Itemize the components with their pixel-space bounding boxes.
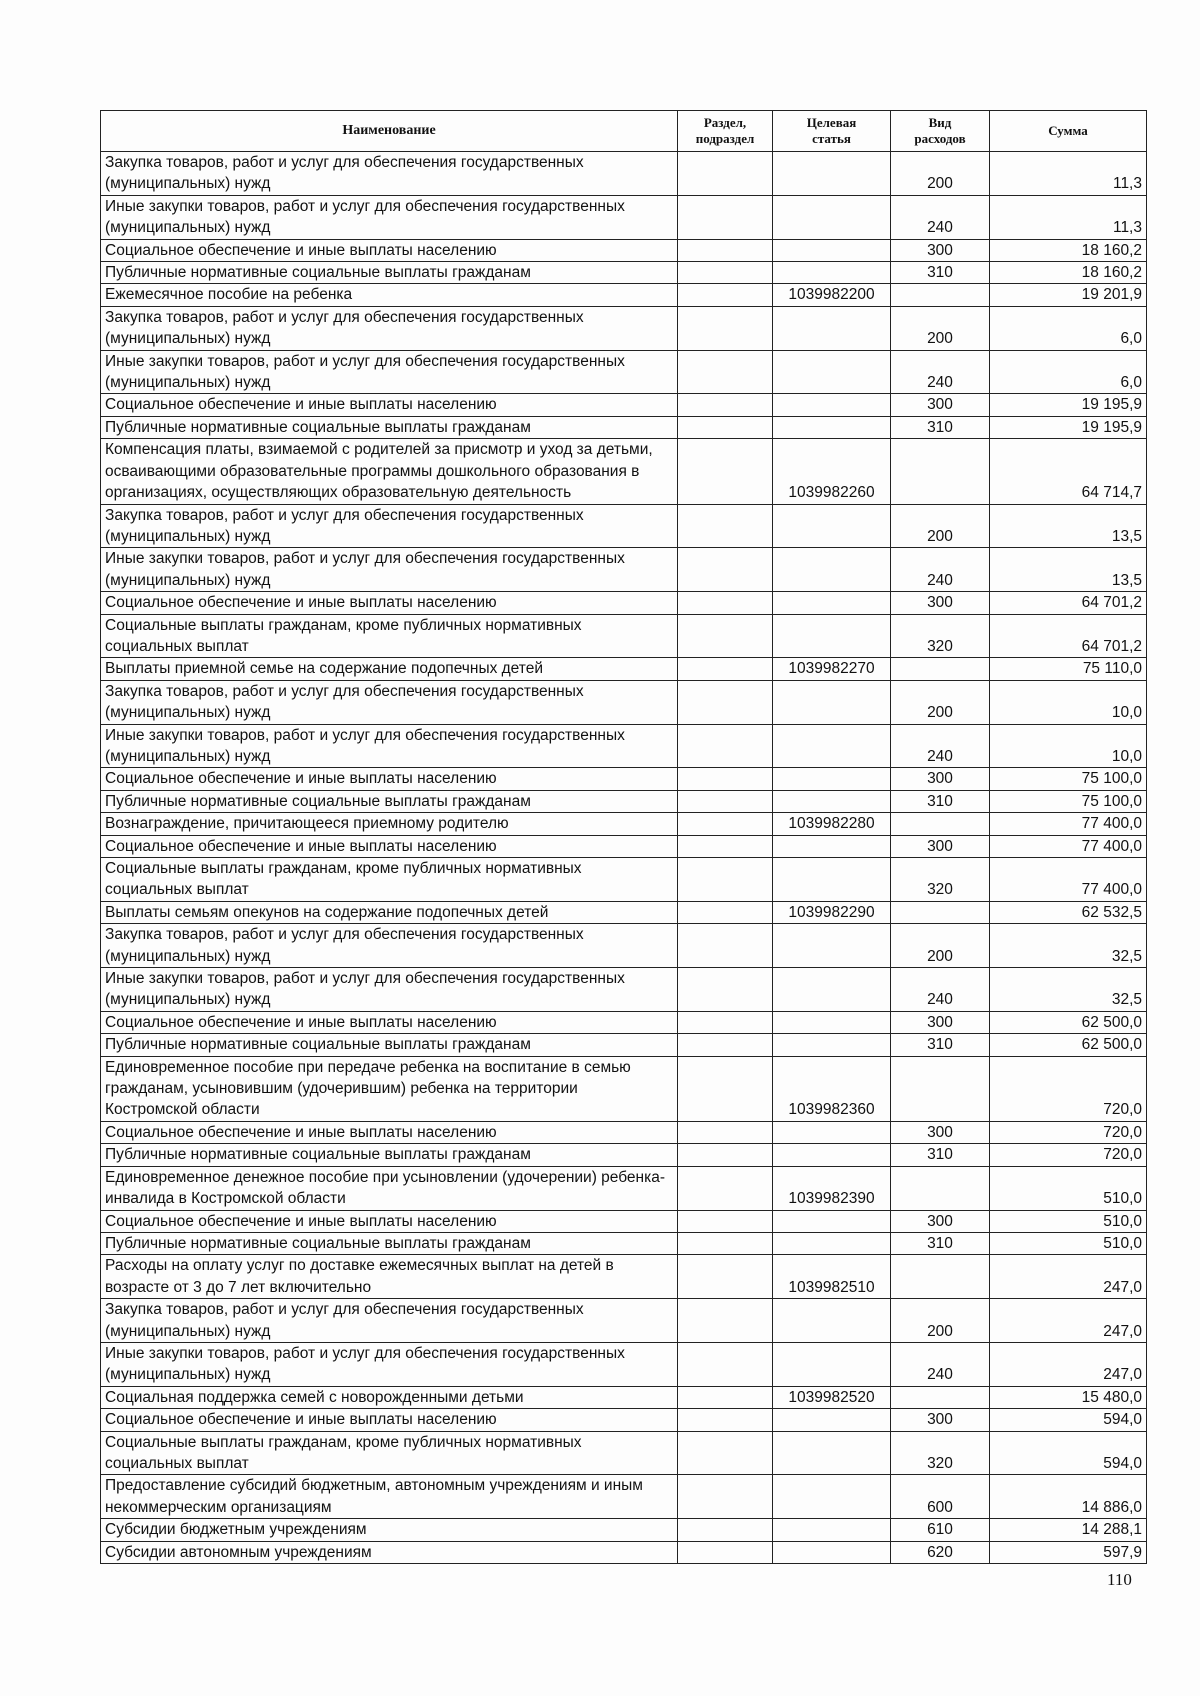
target-cell [773, 1541, 891, 1563]
name-cell: Социальное обеспечение и иные выплаты населению [101, 239, 678, 261]
kind-cell [891, 439, 990, 504]
section-cell [678, 1232, 773, 1254]
header-amount: Сумма [990, 111, 1147, 152]
name-cell: Выплаты семьям опекунов на содержание подопечных детей [101, 901, 678, 923]
target-cell [773, 1409, 891, 1431]
amount-cell: 64 701,2 [990, 592, 1147, 614]
table-row [101, 548, 1147, 592]
target-cell [773, 262, 891, 284]
section-cell [678, 813, 773, 835]
amount-cell: 75 110,0 [990, 658, 1147, 680]
table-header [101, 111, 1147, 152]
kind-cell: 300 [891, 1210, 990, 1232]
amount-cell: 19 195,9 [990, 416, 1147, 438]
name-cell: Социальное обеспечение и иные выплаты населению [101, 768, 678, 790]
section-cell [678, 439, 773, 504]
section-cell [678, 1166, 773, 1210]
name-cell: Социальная поддержка семей с новорожденными детьми [101, 1386, 678, 1408]
kind-cell: 310 [891, 416, 990, 438]
table-row [101, 416, 1147, 438]
name-cell: Социальное обеспечение и иные выплаты населению [101, 394, 678, 416]
section-cell [678, 858, 773, 902]
target-cell [773, 1210, 891, 1232]
section-cell [678, 262, 773, 284]
amount-cell: 32,5 [990, 968, 1147, 1012]
section-cell [678, 195, 773, 239]
section-cell [678, 239, 773, 261]
section-cell [678, 1210, 773, 1232]
target-cell: 1039982510 [773, 1255, 891, 1299]
amount-cell: 15 480,0 [990, 1386, 1147, 1408]
header-section-line2: подраздел [695, 131, 755, 146]
amount-cell: 64 714,7 [990, 439, 1147, 504]
section-cell [678, 350, 773, 394]
amount-cell: 77 400,0 [990, 835, 1147, 857]
table-row [101, 1255, 1147, 1299]
section-cell [678, 768, 773, 790]
target-cell: 1039982270 [773, 658, 891, 680]
kind-cell: 310 [891, 1144, 990, 1166]
amount-cell: 247,0 [990, 1255, 1147, 1299]
table-row [101, 658, 1147, 680]
kind-cell: 310 [891, 1232, 990, 1254]
target-cell [773, 858, 891, 902]
table-row [101, 239, 1147, 261]
amount-cell: 10,0 [990, 680, 1147, 724]
name-cell: Выплаты приемной семье на содержание подопечных детей [101, 658, 678, 680]
header-kind-line2: расходов [914, 131, 966, 146]
table-row [101, 394, 1147, 416]
table-row [101, 968, 1147, 1012]
table-row [101, 680, 1147, 724]
section-cell [678, 1475, 773, 1519]
amount-cell: 75 100,0 [990, 790, 1147, 812]
section-cell [678, 592, 773, 614]
kind-cell: 610 [891, 1519, 990, 1541]
kind-cell: 240 [891, 548, 990, 592]
table-row [101, 504, 1147, 548]
name-cell: Закупка товаров, работ и услуг для обеспечения государственных (муниципальных) нужд [101, 680, 678, 724]
section-cell [678, 1342, 773, 1386]
name-cell: Закупка товаров, работ и услуг для обеспечения государственных (муниципальных) нужд [101, 924, 678, 968]
section-cell [678, 924, 773, 968]
section-cell [678, 1299, 773, 1343]
name-cell: Единовременное пособие при передаче ребенка на воспитание в семью гражданам, усыновившим (удочерившим) ребенка на территории Костромской области [101, 1056, 678, 1121]
kind-cell: 200 [891, 680, 990, 724]
section-cell [678, 724, 773, 768]
amount-cell: 6,0 [990, 350, 1147, 394]
amount-cell: 510,0 [990, 1166, 1147, 1210]
table-row [101, 1386, 1147, 1408]
amount-cell: 6,0 [990, 306, 1147, 350]
table-row [101, 1409, 1147, 1431]
name-cell: Социальное обеспечение и иные выплаты населению [101, 1210, 678, 1232]
section-cell [678, 504, 773, 548]
target-cell: 1039982520 [773, 1386, 891, 1408]
kind-cell [891, 1255, 990, 1299]
target-cell [773, 306, 891, 350]
target-cell [773, 1232, 891, 1254]
table-row [101, 350, 1147, 394]
table-row [101, 1519, 1147, 1541]
section-cell [678, 614, 773, 658]
target-cell [773, 614, 891, 658]
target-cell [773, 1431, 891, 1475]
budget-table [100, 110, 1147, 1564]
kind-cell: 240 [891, 724, 990, 768]
kind-cell [891, 1056, 990, 1121]
kind-cell: 320 [891, 1431, 990, 1475]
kind-cell: 300 [891, 592, 990, 614]
section-cell [678, 1409, 773, 1431]
name-cell: Субсидии автономным учреждениям [101, 1541, 678, 1563]
amount-cell: 510,0 [990, 1210, 1147, 1232]
target-cell [773, 1342, 891, 1386]
target-cell [773, 1519, 891, 1541]
target-cell [773, 504, 891, 548]
section-cell [678, 1541, 773, 1563]
section-cell [678, 306, 773, 350]
kind-cell: 310 [891, 790, 990, 812]
kind-cell: 200 [891, 1299, 990, 1343]
target-cell [773, 1144, 891, 1166]
amount-cell: 18 160,2 [990, 262, 1147, 284]
target-cell [773, 152, 891, 196]
kind-cell: 240 [891, 195, 990, 239]
section-cell [678, 1056, 773, 1121]
table-row [101, 1056, 1147, 1121]
table-row [101, 152, 1147, 196]
section-cell [678, 1011, 773, 1033]
table-body [101, 152, 1147, 1564]
amount-cell: 14 886,0 [990, 1475, 1147, 1519]
kind-cell: 300 [891, 239, 990, 261]
table-row [101, 790, 1147, 812]
amount-cell: 13,5 [990, 504, 1147, 548]
amount-cell: 13,5 [990, 548, 1147, 592]
section-cell [678, 680, 773, 724]
target-cell: 1039982290 [773, 901, 891, 923]
header-target-line2: статья [812, 131, 851, 146]
target-cell [773, 924, 891, 968]
name-cell: Публичные нормативные социальные выплаты гражданам [101, 1034, 678, 1056]
name-cell: Публичные нормативные социальные выплаты гражданам [101, 790, 678, 812]
target-cell [773, 350, 891, 394]
amount-cell: 11,3 [990, 152, 1147, 196]
target-cell [773, 835, 891, 857]
section-cell [678, 152, 773, 196]
target-cell: 1039982200 [773, 284, 891, 306]
table-row [101, 924, 1147, 968]
section-cell [678, 1255, 773, 1299]
target-cell [773, 680, 891, 724]
kind-cell: 300 [891, 835, 990, 857]
target-cell [773, 790, 891, 812]
target-cell [773, 1034, 891, 1056]
table-row [101, 813, 1147, 835]
table-row [101, 768, 1147, 790]
table-row [101, 858, 1147, 902]
kind-cell: 320 [891, 858, 990, 902]
target-cell [773, 968, 891, 1012]
table-row [101, 1166, 1147, 1210]
target-cell: 1039982280 [773, 813, 891, 835]
section-cell [678, 1431, 773, 1475]
target-cell [773, 1121, 891, 1143]
section-cell [678, 901, 773, 923]
kind-cell: 600 [891, 1475, 990, 1519]
table-row [101, 1121, 1147, 1143]
table-row [101, 262, 1147, 284]
name-cell: Закупка товаров, работ и услуг для обеспечения государственных (муниципальных) нужд [101, 306, 678, 350]
amount-cell: 77 400,0 [990, 858, 1147, 902]
section-cell [678, 1386, 773, 1408]
section-cell [678, 658, 773, 680]
table-row [101, 1475, 1147, 1519]
table-row [101, 1210, 1147, 1232]
name-cell: Единовременное денежное пособие при усыновлении (удочерении) ребенка-инвалида в Костромской области [101, 1166, 678, 1210]
amount-cell: 594,0 [990, 1409, 1147, 1431]
kind-cell: 300 [891, 1011, 990, 1033]
table-row [101, 1342, 1147, 1386]
kind-cell: 310 [891, 262, 990, 284]
section-cell [678, 968, 773, 1012]
amount-cell: 594,0 [990, 1431, 1147, 1475]
table-row [101, 1034, 1147, 1056]
name-cell: Социальное обеспечение и иные выплаты населению [101, 1011, 678, 1033]
name-cell: Предоставление субсидий бюджетным, автономным учреждениям и иным некоммерческим организациям [101, 1475, 678, 1519]
kind-cell [891, 901, 990, 923]
header-name: Наименование [101, 111, 678, 152]
target-cell [773, 1299, 891, 1343]
name-cell: Субсидии бюджетным учреждениям [101, 1519, 678, 1541]
kind-cell [891, 1386, 990, 1408]
section-cell [678, 1034, 773, 1056]
name-cell: Социальные выплаты гражданам, кроме публичных нормативных социальных выплат [101, 614, 678, 658]
amount-cell: 510,0 [990, 1232, 1147, 1254]
name-cell: Расходы на оплату услуг по доставке ежемесячных выплат на детей в возрасте от 3 до 7 лет включительно [101, 1255, 678, 1299]
target-cell [773, 1011, 891, 1033]
kind-cell: 300 [891, 1409, 990, 1431]
amount-cell: 14 288,1 [990, 1519, 1147, 1541]
kind-cell [891, 284, 990, 306]
table-row [101, 439, 1147, 504]
amount-cell: 75 100,0 [990, 768, 1147, 790]
header-row [101, 111, 1147, 152]
target-cell [773, 1475, 891, 1519]
amount-cell: 18 160,2 [990, 239, 1147, 261]
section-cell [678, 835, 773, 857]
table-row [101, 284, 1147, 306]
name-cell: Иные закупки товаров, работ и услуг для обеспечения государственных (муниципальных) нужд [101, 350, 678, 394]
header-target [773, 111, 891, 152]
amount-cell: 10,0 [990, 724, 1147, 768]
kind-cell: 240 [891, 350, 990, 394]
kind-cell: 310 [891, 1034, 990, 1056]
section-cell [678, 416, 773, 438]
header-target-line1: Целевая [806, 115, 857, 130]
name-cell: Закупка товаров, работ и услуг для обеспечения государственных (муниципальных) нужд [101, 152, 678, 196]
kind-cell [891, 658, 990, 680]
header-kind-line1: Вид [928, 115, 952, 130]
name-cell: Закупка товаров, работ и услуг для обеспечения государственных (муниципальных) нужд [101, 504, 678, 548]
header-section [678, 111, 773, 152]
name-cell: Публичные нормативные социальные выплаты гражданам [101, 1144, 678, 1166]
section-cell [678, 1144, 773, 1166]
section-cell [678, 284, 773, 306]
kind-cell: 320 [891, 614, 990, 658]
amount-cell: 64 701,2 [990, 614, 1147, 658]
name-cell: Социальное обеспечение и иные выплаты населению [101, 592, 678, 614]
kind-cell [891, 813, 990, 835]
kind-cell [891, 1166, 990, 1210]
amount-cell: 720,0 [990, 1144, 1147, 1166]
amount-cell: 720,0 [990, 1056, 1147, 1121]
name-cell: Закупка товаров, работ и услуг для обеспечения государственных (муниципальных) нужд [101, 1299, 678, 1343]
table-row [101, 1232, 1147, 1254]
header-section-line1: Раздел, [703, 115, 747, 130]
name-cell: Социальные выплаты гражданам, кроме публичных нормативных социальных выплат [101, 858, 678, 902]
name-cell: Иные закупки товаров, работ и услуг для обеспечения государственных (муниципальных) нужд [101, 195, 678, 239]
section-cell [678, 1121, 773, 1143]
table-row [101, 1431, 1147, 1475]
target-cell [773, 239, 891, 261]
amount-cell: 19 195,9 [990, 394, 1147, 416]
target-cell: 1039982360 [773, 1056, 891, 1121]
name-cell: Публичные нормативные социальные выплаты гражданам [101, 416, 678, 438]
kind-cell: 200 [891, 152, 990, 196]
table-row [101, 1144, 1147, 1166]
table-row [101, 724, 1147, 768]
table-row [101, 1299, 1147, 1343]
name-cell: Иные закупки товаров, работ и услуг для обеспечения государственных (муниципальных) нужд [101, 724, 678, 768]
table-row [101, 592, 1147, 614]
table-row [101, 1541, 1147, 1563]
amount-cell: 247,0 [990, 1342, 1147, 1386]
amount-cell: 597,9 [990, 1541, 1147, 1563]
target-cell [773, 768, 891, 790]
name-cell: Социальное обеспечение и иные выплаты населению [101, 835, 678, 857]
header-kind [891, 111, 990, 152]
section-cell [678, 1519, 773, 1541]
name-cell: Публичные нормативные социальные выплаты гражданам [101, 262, 678, 284]
amount-cell: 720,0 [990, 1121, 1147, 1143]
kind-cell: 620 [891, 1541, 990, 1563]
table-row [101, 195, 1147, 239]
target-cell [773, 394, 891, 416]
kind-cell: 240 [891, 968, 990, 1012]
page-number: 110 [1107, 1570, 1132, 1589]
amount-cell: 247,0 [990, 1299, 1147, 1343]
section-cell [678, 394, 773, 416]
kind-cell: 240 [891, 1342, 990, 1386]
name-cell: Иные закупки товаров, работ и услуг для обеспечения государственных (муниципальных) нужд [101, 1342, 678, 1386]
name-cell: Ежемесячное пособие на ребенка [101, 284, 678, 306]
target-cell [773, 416, 891, 438]
target-cell [773, 592, 891, 614]
amount-cell: 19 201,9 [990, 284, 1147, 306]
name-cell: Социальное обеспечение и иные выплаты населению [101, 1121, 678, 1143]
kind-cell: 300 [891, 768, 990, 790]
table-row [101, 306, 1147, 350]
amount-cell: 62 500,0 [990, 1011, 1147, 1033]
name-cell: Социальные выплаты гражданам, кроме публичных нормативных социальных выплат [101, 1431, 678, 1475]
kind-cell: 200 [891, 504, 990, 548]
kind-cell: 300 [891, 1121, 990, 1143]
section-cell [678, 790, 773, 812]
name-cell: Социальное обеспечение и иные выплаты населению [101, 1409, 678, 1431]
target-cell: 1039982260 [773, 439, 891, 504]
kind-cell: 200 [891, 924, 990, 968]
target-cell [773, 724, 891, 768]
section-cell [678, 548, 773, 592]
name-cell: Компенсация платы, взимаемой с родителей за присмотр и уход за детьми, осваивающими образовательные программы дошкольного образования в организациях, осуществляющих образовательную деятельность [101, 439, 678, 504]
name-cell: Публичные нормативные социальные выплаты гражданам [101, 1232, 678, 1254]
target-cell [773, 195, 891, 239]
name-cell: Иные закупки товаров, работ и услуг для обеспечения государственных (муниципальных) нужд [101, 548, 678, 592]
table-row [101, 1011, 1147, 1033]
budget-table-container [100, 110, 1146, 1564]
amount-cell: 77 400,0 [990, 813, 1147, 835]
target-cell [773, 548, 891, 592]
target-cell: 1039982390 [773, 1166, 891, 1210]
kind-cell: 300 [891, 394, 990, 416]
amount-cell: 32,5 [990, 924, 1147, 968]
kind-cell: 200 [891, 306, 990, 350]
amount-cell: 62 500,0 [990, 1034, 1147, 1056]
table-row [101, 901, 1147, 923]
amount-cell: 11,3 [990, 195, 1147, 239]
table-row [101, 835, 1147, 857]
table-row [101, 614, 1147, 658]
name-cell: Вознаграждение, причитающееся приемному родителю [101, 813, 678, 835]
name-cell: Иные закупки товаров, работ и услуг для обеспечения государственных (муниципальных) нужд [101, 968, 678, 1012]
amount-cell: 62 532,5 [990, 901, 1147, 923]
